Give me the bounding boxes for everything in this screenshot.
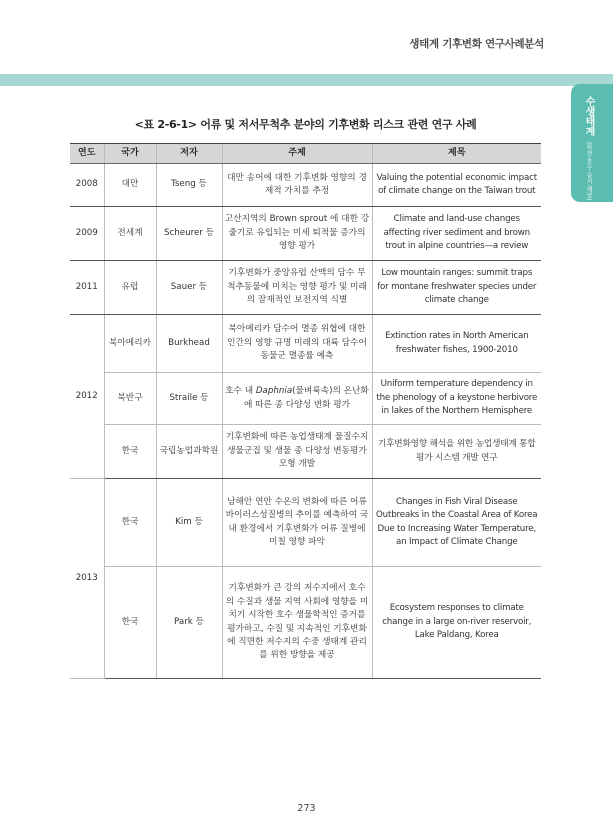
country-cell: 한국 bbox=[104, 425, 156, 479]
table-row bbox=[70, 207, 541, 261]
topic-text-pre: 호수 내 bbox=[225, 386, 256, 397]
chapter-side-tab bbox=[571, 84, 613, 202]
year-cell: 2011 bbox=[70, 261, 104, 315]
author-cell: Straile 등 bbox=[156, 373, 222, 425]
table-caption: <표 2-6-1> 어류 및 저서무척추 분야의 기후변화 리스크 관련 연구 사례 bbox=[134, 118, 477, 131]
chapter-side-tab-text bbox=[581, 96, 596, 201]
header-band bbox=[0, 74, 613, 86]
topic-cell: 대만 송어에 대한 기후변화 영향의 경제적 가치를 추정 bbox=[222, 164, 372, 207]
title-cell: Uniform temperature dependency in the phenology of a keystone herbivore in lakes of the Northern Hemisphere bbox=[372, 373, 541, 425]
author-cell: Tseng 등 bbox=[156, 164, 222, 207]
country-cell: 한국 bbox=[104, 479, 156, 567]
topic-cell: 남해안 연안 수온의 변화에 따른 어류바이러스성질병의 추이를 예측하여 국내 환경에서 기후변화가 어류 질병에 미칠 영향 파악 bbox=[222, 479, 372, 567]
topic-cell: 기후변화가 중앙유럽 산맥의 담수 무척추동물에 미치는 영향 평가 및 미래의 잠재적인 보전지역 식별 bbox=[222, 261, 372, 315]
author-cell: Scheurer 등 bbox=[156, 207, 222, 261]
header-title: 제목 bbox=[372, 144, 541, 164]
table-header-row bbox=[70, 144, 541, 164]
header-author: 저자 bbox=[156, 144, 222, 164]
country-cell: 대만 bbox=[104, 164, 156, 207]
running-header: 생태계 기후변화 연구사례분석 bbox=[409, 38, 544, 50]
topic-text-post: (물벼룩속)의 온난화에 따른 종 다양성 변화 평가 bbox=[243, 386, 369, 410]
title-cell: Extinction rates in North American freshwater fishes, 1900-2010 bbox=[372, 315, 541, 373]
species-name: Daphnia bbox=[255, 386, 293, 397]
table-row bbox=[70, 425, 541, 479]
author-cell: Kim 등 bbox=[156, 479, 222, 567]
header-topic: 주제 bbox=[222, 144, 372, 164]
chapter-label: 수생태계 bbox=[583, 96, 594, 136]
topic-cell: 북아메리카 담수어 멸종 위협에 대한 인간의 영향 규명 미래의 대륙 담수어 동물군 멸종률 예측 bbox=[222, 315, 372, 373]
topic-cell bbox=[222, 373, 372, 425]
header-country: 국가 bbox=[104, 144, 156, 164]
title-cell: Climate and land-use changes affecting river sediment and brown trout in alpine countries—a review bbox=[372, 207, 541, 261]
table-row bbox=[70, 261, 541, 315]
header-year: 연도 bbox=[70, 144, 104, 164]
author-cell: 국립농업과학원 bbox=[156, 425, 222, 479]
author-cell: Sauer 등 bbox=[156, 261, 222, 315]
topic-cell: 기후변화가 큰 강의 저수지에서 호수의 수질과 생물 지역 사회에 영향을 미치기 시작한 호수 생물학적인 증거를 평가하고, 수질 및 지속적인 기후변화에 직면한 저수지의 수중 생태계 관리를 위한 방향을 제공 bbox=[222, 567, 372, 679]
year-cell: 2009 bbox=[70, 207, 104, 261]
table-row bbox=[70, 479, 541, 567]
year-cell: 2012 bbox=[70, 315, 104, 479]
chapter-sub-label: (하천·호수·습지·해양) bbox=[585, 142, 592, 201]
title-cell: Low mountain ranges: summit traps for montane freshwater species under climate change bbox=[372, 261, 541, 315]
topic-cell: 고산지역의 Brown sprout 에 대한 강줄기로 유입되는 미세 퇴적물 증가의 영향 평가 bbox=[222, 207, 372, 261]
table-row bbox=[70, 315, 541, 373]
title-cell: Changes in Fish Viral Disease Outbreaks in the Coastal Area of Korea Due to Increasing Water Temperature, an Impact of Climate Change bbox=[372, 479, 541, 567]
country-cell: 전세계 bbox=[104, 207, 156, 261]
country-cell: 북아메리카 bbox=[104, 315, 156, 373]
title-cell: Ecosystem responses to climate change in a large on-river reservoir, Lake Paldang, Korea bbox=[372, 567, 541, 679]
table-row bbox=[70, 373, 541, 425]
table-row bbox=[70, 164, 541, 207]
country-cell: 유럽 bbox=[104, 261, 156, 315]
country-cell: 북반구 bbox=[104, 373, 156, 425]
research-case-table bbox=[70, 143, 541, 679]
table-row bbox=[70, 567, 541, 679]
author-cell: Burkhead bbox=[156, 315, 222, 373]
page-number: 273 bbox=[297, 803, 316, 814]
author-cell: Park 등 bbox=[156, 567, 222, 679]
country-cell: 한국 bbox=[104, 567, 156, 679]
year-cell: 2008 bbox=[70, 164, 104, 207]
year-cell: 2013 bbox=[70, 479, 104, 679]
title-cell: 기후변화영향 해석을 위한 농업생태계 통합평가 시스템 개발 연구 bbox=[372, 425, 541, 479]
topic-cell: 기후변화에 따른 농업생태계 물질수지 생물군집 및 생물 종 다양성 변동평가 모형 개발 bbox=[222, 425, 372, 479]
title-cell: Valuing the potential economic impact of climate change on the Taiwan trout bbox=[372, 164, 541, 207]
